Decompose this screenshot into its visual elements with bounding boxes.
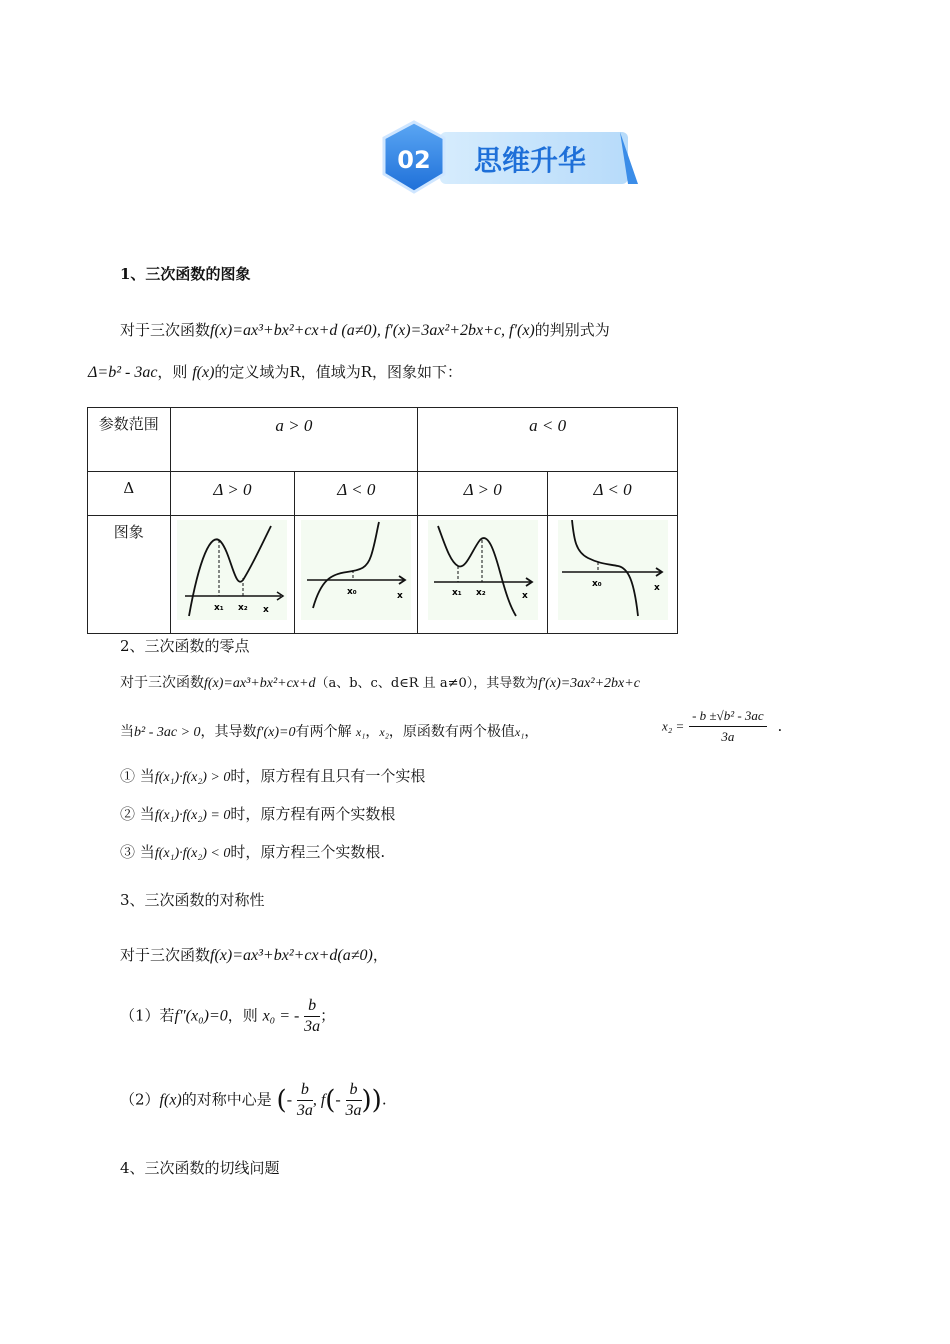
s2-item-1: ① 当f(x₁)·f(x₂) > 0时，原方程有且只有一个实根 — [120, 767, 426, 785]
graph-cell — [548, 516, 678, 634]
s2-line2: 当b² - 3ac > 0，其导数f′(x)=0有两个解 x₁，x₂，原函数有两个极值x₁， — [120, 724, 539, 740]
s3-item-1: （1）若f″(x₀)=0，则 x₀ = - $\frac{b}{3a}$ ； — [120, 997, 336, 1035]
x-axis-label: x — [397, 591, 404, 601]
graph-aneg-dneg — [558, 520, 668, 620]
x2-label: x₂ — [238, 603, 249, 613]
col-a-negative: a < 0 — [418, 408, 678, 472]
x1-label: x₁ — [214, 603, 225, 613]
x-axis-label: x — [263, 605, 270, 615]
param-range-label: 参数范围 — [88, 408, 171, 472]
s2-root-formula: x₂ = $\frac{\text{- b ±√b² - 3ac}}{3a}$ . — [662, 708, 783, 744]
s1-formula: f(x)=ax³+bx²+cx+d (a≠0), f′(x)=3ax²+2bx+c, f′(x) — [210, 322, 535, 339]
x0-label: x₀ — [591, 579, 602, 589]
s1-paragraph2: Δ=b² - 3ac，则 f(x)的定义域为R，值域为R，图象如下： — [88, 363, 463, 381]
s3-paragraph1: 对于三次函数f(x)=ax³+bx²+cx+d(a≠0)， — [120, 946, 388, 964]
graph-apos-dneg — [301, 520, 411, 620]
s1-paragraph1: 对于三次函数f(x)=ax³+bx²+cx+d (a≠0), f′(x)=3ax²+2bx+c, f′(x)的判别式为 — [120, 321, 610, 339]
s2-item-3: ③ 当f(x₁)·f(x₂) < 0时，原方程三个实数根. — [120, 843, 386, 861]
graph-cell — [170, 516, 295, 634]
discriminant: Δ=b² - 3ac — [88, 364, 158, 381]
x-axis-label: x — [653, 583, 660, 593]
s2-line1: 对于三次函数f(x)=ax³+bx²+cx+d（a、b、c、d∈R 且 a≠0），其导数为f′(x)=3ax²+2bx+c — [120, 675, 640, 691]
graph-cell — [418, 516, 548, 634]
graph-apos-dpos — [177, 520, 287, 620]
x0-label: x₀ — [347, 587, 358, 597]
section-banner — [380, 118, 642, 200]
s4-heading: 4、三次函数的切线问题 — [120, 1159, 280, 1177]
s3-item-2: （2）f(x)的对称中心是 (- $\frac{b}{3a}$ , f(- $\frac{b}{3a}$ )). — [120, 1081, 387, 1119]
s2-heading: 2、三次函数的零点 — [120, 637, 250, 655]
graph-label: 图象 — [88, 516, 171, 634]
delta-cond: Δ > 0 — [170, 472, 295, 516]
graph-cell — [295, 516, 418, 634]
col-a-positive: a > 0 — [170, 408, 418, 472]
banner-number: 02 — [397, 146, 431, 174]
banner-title: 思维升华 — [473, 144, 587, 177]
s3-heading: 3、三次函数的对称性 — [120, 891, 265, 909]
delta-label: Δ — [88, 472, 171, 516]
cubic-graph-table — [87, 407, 678, 634]
x2-label: x₂ — [475, 588, 486, 598]
x1-label: x₁ — [451, 588, 462, 598]
delta-cond: Δ < 0 — [295, 472, 418, 516]
s1-heading: 1、三次函数的图象 — [120, 265, 251, 283]
s2-item-2: ② 当f(x₁)·f(x₂) = 0时，原方程有两个实数根 — [120, 805, 396, 823]
delta-cond: Δ < 0 — [548, 472, 678, 516]
graph-aneg-dpos — [428, 520, 538, 620]
delta-cond: Δ > 0 — [418, 472, 548, 516]
x-axis-label: x — [521, 591, 528, 601]
